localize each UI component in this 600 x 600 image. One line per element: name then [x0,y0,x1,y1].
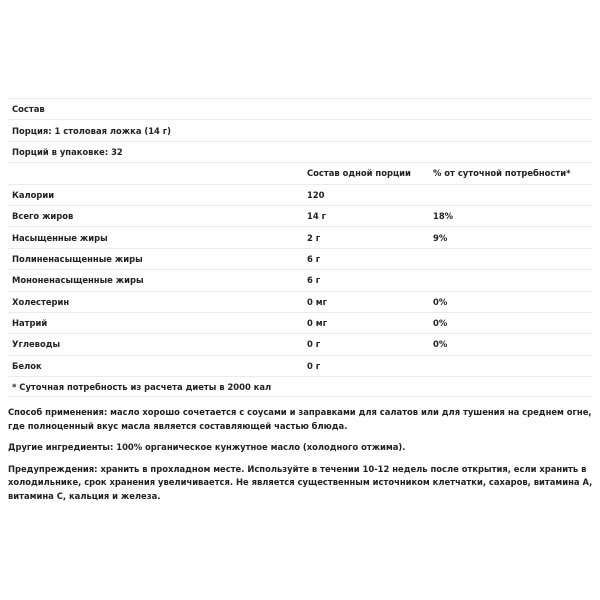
nutrient-amount: 2 г [307,232,321,243]
column-header-per-serving: Состав одной порции [307,168,411,179]
nutrient-name: Мононенасыщенные жиры [12,275,144,286]
nutrient-name: Холестерин [12,296,70,307]
warnings: Предупреждения: хранить в прохладном месте. Используйте в течении 10-12 недель после открытия, если хранить в холодильнике, срок хранения увеличивается. Не является существенным источником клетчатки, сахаров, витамина A, витамина C, кальция и железа. [8,463,593,501]
table-row-serving-size [8,119,592,140]
nutrient-percent: 0% [433,339,448,350]
nutrient-name: Натрий [12,318,48,329]
nutrient-name: Калории [12,189,55,200]
nutrition-table [8,98,592,397]
nutrient-amount: 0 мг [307,296,327,307]
table-row [8,333,592,354]
nutrient-name: Полиненасыщенные жиры [12,253,143,264]
table-row [8,226,592,247]
footnote: * Суточная потребность из расчета диеты в 2000 кал [12,381,272,392]
column-header-daily-percent: % от суточной потребности* [433,168,571,179]
table-row [8,355,592,376]
nutrient-percent: 0% [433,318,448,329]
nutrient-percent: 18% [433,211,454,222]
servings-per-package: Порций в упаковке: 32 [12,146,123,157]
table-row [8,312,592,333]
nutrient-amount: 0 г [307,339,321,350]
table-row [8,269,592,290]
table-row [8,205,592,226]
table-row-title [8,98,592,119]
nutrient-amount: 0 г [307,360,321,371]
nutrient-percent: 9% [433,232,448,243]
nutrient-name: Насыщенные жиры [12,232,108,243]
table-row [8,248,592,269]
nutrient-percent: 0% [433,296,448,307]
table-row-footnote [8,376,592,397]
serving-size: Порция: 1 столовая ложка (14 г) [12,125,171,136]
nutrient-amount: 6 г [307,275,321,286]
nutrient-amount: 0 мг [307,318,327,329]
product-notes [8,406,594,512]
nutrient-amount: 120 [307,189,325,200]
nutrient-name: Всего жиров [12,211,74,222]
nutrient-name: Углеводы [12,339,61,350]
other-ingredients: Другие ингредиенты: 100% органическое кунжутное масло (холодного отжима). [8,442,406,453]
nutrient-amount: 6 г [307,253,321,264]
table-row [8,184,592,205]
nutrient-name: Белок [12,360,42,371]
composition-title: Состав [12,104,45,115]
table-row [8,291,592,312]
table-row-servings-per-package [8,141,592,162]
usage-instructions: Способ применения: масло хорошо сочетается с соусами и заправками для салатов или для тушения на среднем огне, где полноценный вкус масла является составляющей частью блюда. [8,407,592,431]
table-header-row [8,162,592,183]
nutrient-amount: 14 г [307,211,326,222]
